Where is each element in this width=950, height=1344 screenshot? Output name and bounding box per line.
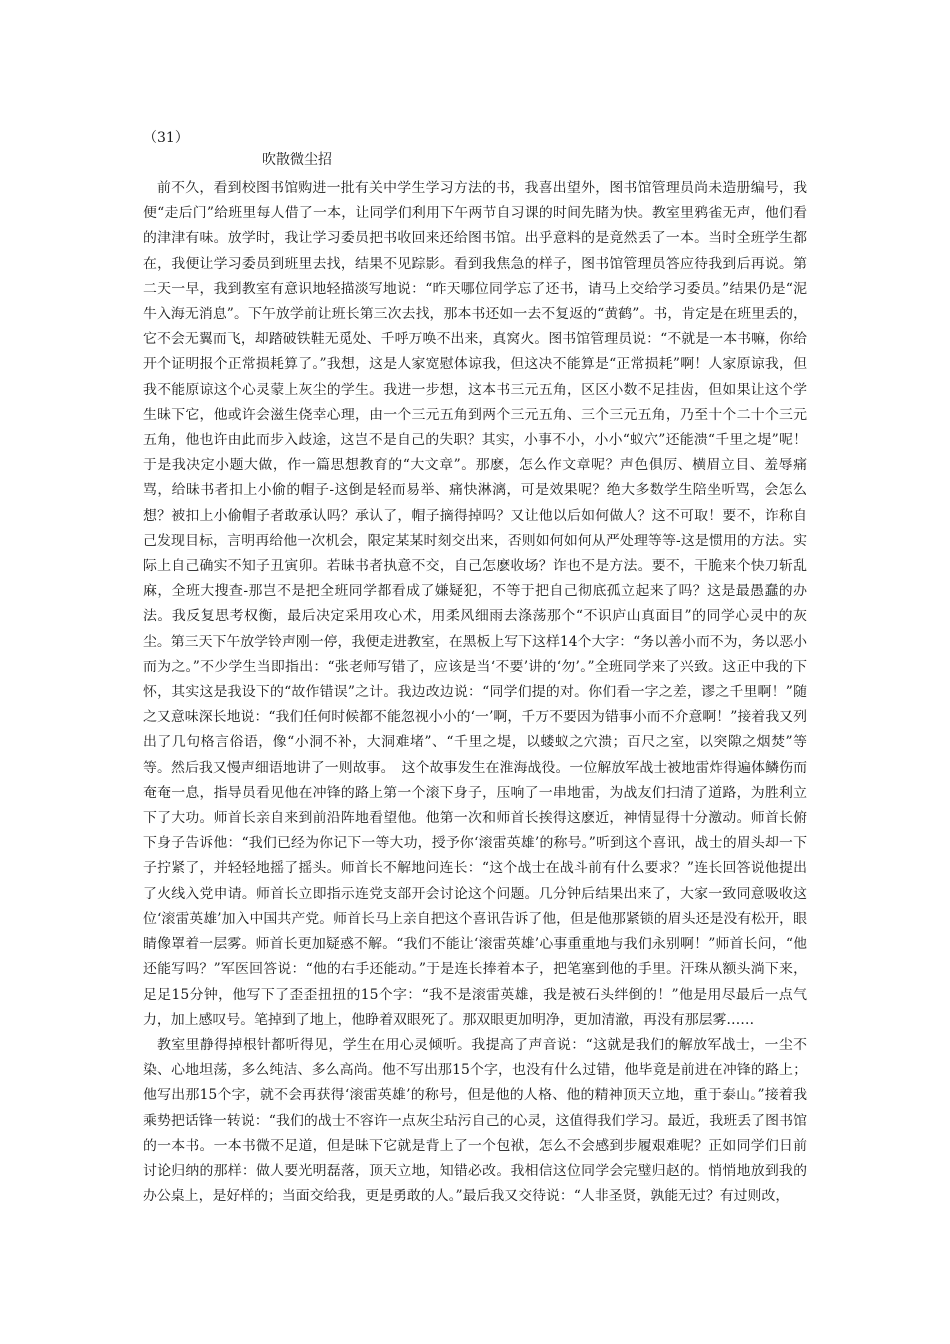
body-paragraph-1: 前不久，看到校图书馆购进一批有关中学生学习方法的书，我喜出望外，图书馆管理员尚未造册编号，我便“走后门”给班里每人借了一本，让同学们利用下午两节自习课的时间先睹为快。教室里鸦雀无声，他们看的津津有味。放学时，我让学习委员把书收回来还给图书馆。出乎意料的是竟然丢了一本。当时全班学生都在，我便让学习委员到班里去找，结果不见踪影。看到我焦急的样子，图书馆管理员答应待我到后再说。第二天一早，我到教室有意识地轻描淡写地说：“昨天哪位同学忘了还书，请马上交给学习委员。”结果仍是“泥牛入海无消息”。下午放学前让班长第三次去找，那本书还如一去不复返的“黄鹤”。书，肯定是在班里丢的，它不会无翼而飞，却踏破铁鞋无觅处、千呼万唤不出来，真窝火。图书馆管理员说：“不就是一本书嘛，你给开个证明报个正常损耗算了。”我想，这是人家宽慰体谅我，但这决不能算是“正常损耗”啊！人家原谅我，但我不能原谅这个心灵蒙上灰尘的学生。我进一步想，这本书三元五角，区区小数不足挂齿，但如果让这个学生昧下它，他或许会滋生侥幸心理，由一个三元五角到两个三元五角、三个三元五角，乃至十个二十个三元五角，他也许由此而步入歧途，这岂不是自己的失职？其实，小事不小，小小“蚁穴”还能溃“千里之堤”呢！于是我决定小题大做，作一篇思想教育的“大文章”。那麽，怎么作文章呢？声色俱厉、横眉立目、羞辱痛骂，给昧书者扣上小偷的帽子-这倒是轻而易举、痛快淋漓，可是效果呢？绝大多数学生陪坐听骂，会怎么想？被扣上小偷帽子者敢承认吗？承认了，帽子摘得掉吗？又让他以后如何做人？这不可取！要不，诈称自己发现目标，言明再给他一次机会，限定某某时刻交出来，否则如何如何从严处理等等-这是惯用的方法。实际上自己确实不知子丑寅卯。若昧书者执意不交，自己怎麽收场？诈也不是方法。要不，干脆来个快刀斩乱麻，全班大搜查-那岂不是把全班同学都看成了嫌疑犯，不等于把自己彻底孤立起来了吗？这是最愚蠢的办法。我反复思考权衡，最后决定采用攻心术，用柔风细雨去涤荡那个“不识庐山真面目”的同学心灵中的灰尘。第三天下午放学铃声刚一停，我便走进教室，在黑板上写下这样14个大字：“务以善小而不为，务以恶小而为之。”不少学生当即指出：“张老师写错了，应该是当‘不要’讲的‘勿’。”全班同学来了兴致。这正中我的下怀，其实这是我设下的“故作错误”之计。我边改边说：“同学们提的对。你们看一字之差，谬之千里啊！”随之又意味深长地说：“我们任何时候都不能忽视小小的‘一’啊，千万不要因为错事小而不介意啊！”接着我又列出了几句格言俗语，像“小洞不补，大洞难堵”、“千里之堤，以蝼蚁之穴溃；百尺之室，以突隙之烟焚”等等。然后我又慢声细语地讲了一则故事。 这个故事发生在淮海战役。一位解放军战士被地雷炸得遍体鳞伤而奄奄一息，指导员看见他在冲锋的路上第一个滚下身子，压响了一串地雷，为战友们扫清了道路，为胜利立下了大功。师首长亲自来到前沿阵地看望他。他第一次和师首长挨得这麽近，神情显得十分激动。师首长俯下身子告诉他：“我们已经为你记下一等大功，授予你‘滚雷英雄’的称号。”听到这个喜讯，战士的眉头却一下子拧紧了，并轻轻地摇了摇头。师首长不解地问连长：“这个战士在战斗前有什么要求？”连长回答说他提出了火线入党申请。师首长立即指示连党支部开会讨论这个问题。几分钟后结果出来了，大家一致同意吸收这位‘滚雷英雄’加入中国共产党。师首长马上亲自把这个喜讯告诉了他，但是他那紧锁的眉头还是没有松开，眼睛像罩着一层雾。师首长更加疑惑不解。“我们不能让‘滚雷英雄’心事重重地与我们永别啊！”师首长问，“他还能写吗？”军医回答说：“他的右手还能动。”于是连长捧着本子，把笔塞到他的手里。汗珠从额头淌下来，足足15分钟，他写下了歪歪扭扭的15个字：“我不是滚雷英雄，我是被石头绊倒的！”他是用尽最后一点气力，加上感叹号。笔掉到了地上，他睁着双眼死了。那双眼更加明净，更加清澈，再没有那层雾……	[143, 180, 807, 1028]
body-paragraph-2: 教室里静得掉根针都听得见，学生在用心灵倾听。我提高了声音说：“这就是我们的解放军战士，一尘不染、心地坦荡，多么纯洁、多么高尚。他不写出那15个字，也没有什么过错，他毕竟是前进在冲锋的路上；他写出那15个字，就不会再获得‘滚雷英雄’的称号，但是他的人格、他的精神顶天立地，重于泰山。”接着我乘势把话锋一转说：“我们的战士不容许一点灰尘玷污自己的心灵，这值得我们学习。最近，我班丢了图书馆的一本书。一本书微不足道，但是昧下它就是背上了一个包袱，怎么不会感到步履艰难呢？正如同学们日前讨论归纳的那样：做人要光明磊落，顶天立地，知错必改。我相信这位同学会完璧归赵的。悄悄地放到我的办公桌上，是好样的；当面交给我，更是勇敢的人。”最后我又交待说：“人非圣贤，孰能无过？有过则改，	[143, 1036, 807, 1205]
article-title: 吹散微尘招	[262, 152, 332, 168]
article-body	[143, 176, 807, 1209]
article-number: （31）	[143, 130, 189, 146]
